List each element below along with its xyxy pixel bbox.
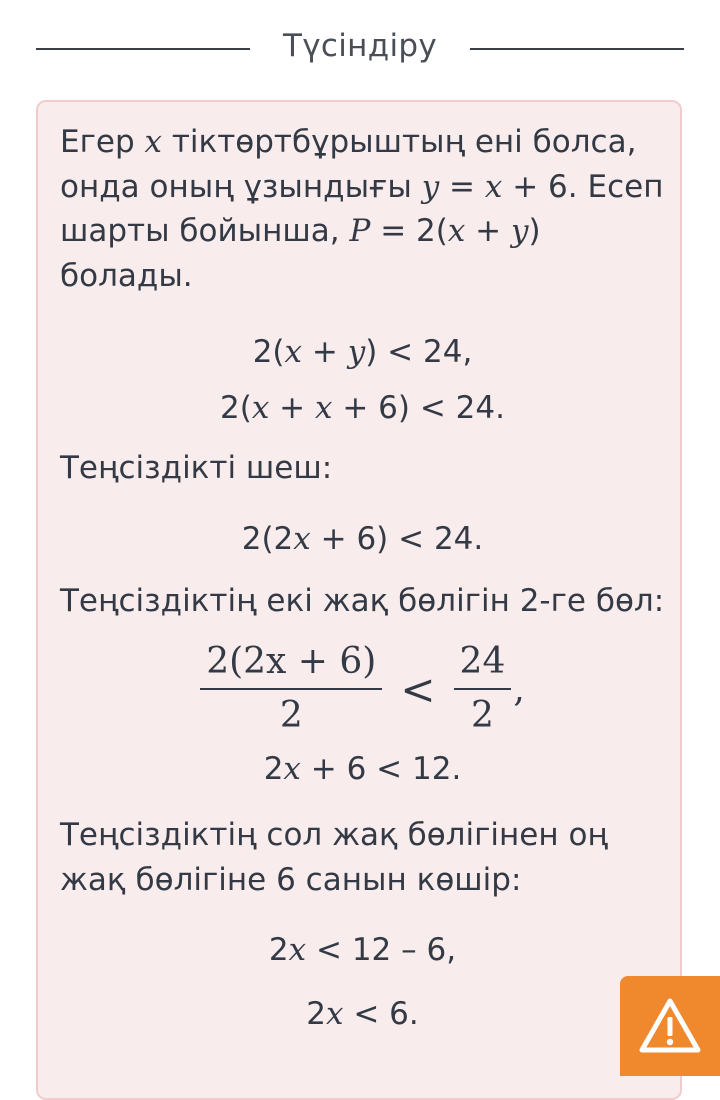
math-variable: x (251, 390, 270, 426)
equation-line-4: 2x + 6 < 12. (263, 751, 462, 787)
explanation-content (60, 120, 665, 1036)
fraction-right (454, 642, 512, 736)
explanation-paragraph-4: Теңсіздіктің сол жақ бөлігінен оң жақ бөлігіне 6 санын көшір: (60, 817, 608, 898)
report-problem-button[interactable] (620, 976, 720, 1076)
explanation-card (36, 100, 682, 1100)
explanation-paragraph-2: Теңсіздікті шеш: (60, 450, 333, 486)
fraction-right-denominator: 2 (471, 695, 494, 736)
fraction-left-denominator: 2 (279, 695, 303, 736)
explanation-header (0, 0, 720, 100)
equation-line-3: 2(2x + 6) < 24. (241, 520, 484, 557)
math-variable: x (315, 390, 333, 426)
math-variable: x (144, 124, 162, 160)
math-variable: x (284, 334, 303, 370)
equation-line-6: 2x < 6. (306, 996, 419, 1032)
math-variable: y (421, 168, 440, 205)
math-variable: x (288, 932, 307, 968)
header-divider-right (470, 48, 684, 50)
math-variable: x (447, 213, 466, 249)
warning-icon (638, 997, 702, 1055)
fraction-inequality (60, 633, 665, 745)
equation-line-1: 2(x + y) < 24, (252, 334, 473, 370)
fraction-left-numerator: 2(2x + 6) (206, 641, 377, 682)
math-variable: x (484, 168, 503, 205)
math-variable: x (293, 520, 311, 557)
math-variable: y (511, 213, 529, 249)
less-than-sign: < (400, 664, 436, 714)
header-title: Түсіндіру (283, 28, 437, 64)
explanation-paragraph-3: Теңсіздіктің екі жақ бөлігін 2-ге бөл: (60, 582, 665, 619)
fraction-left (200, 642, 382, 736)
math-variable: x (325, 996, 344, 1032)
math-variable: x (283, 751, 301, 787)
equation-line-5: 2x < 12 – 6, (268, 932, 457, 968)
explanation-paragraph-1: Егер x тіктөртбұрыштың ені болса, онда оның ұзындығы y = x + 6. Есеп шарты бойынша, P = 2(x + y) болады. (60, 124, 664, 294)
math-variable: y (347, 334, 366, 370)
header-divider-left (36, 48, 250, 50)
fraction-right-numerator: 24 (459, 641, 506, 682)
fraction-comma: , (513, 668, 525, 710)
equation-line-2: 2(x + x + 6) < 24. (220, 390, 505, 426)
math-variable: P (349, 213, 371, 249)
